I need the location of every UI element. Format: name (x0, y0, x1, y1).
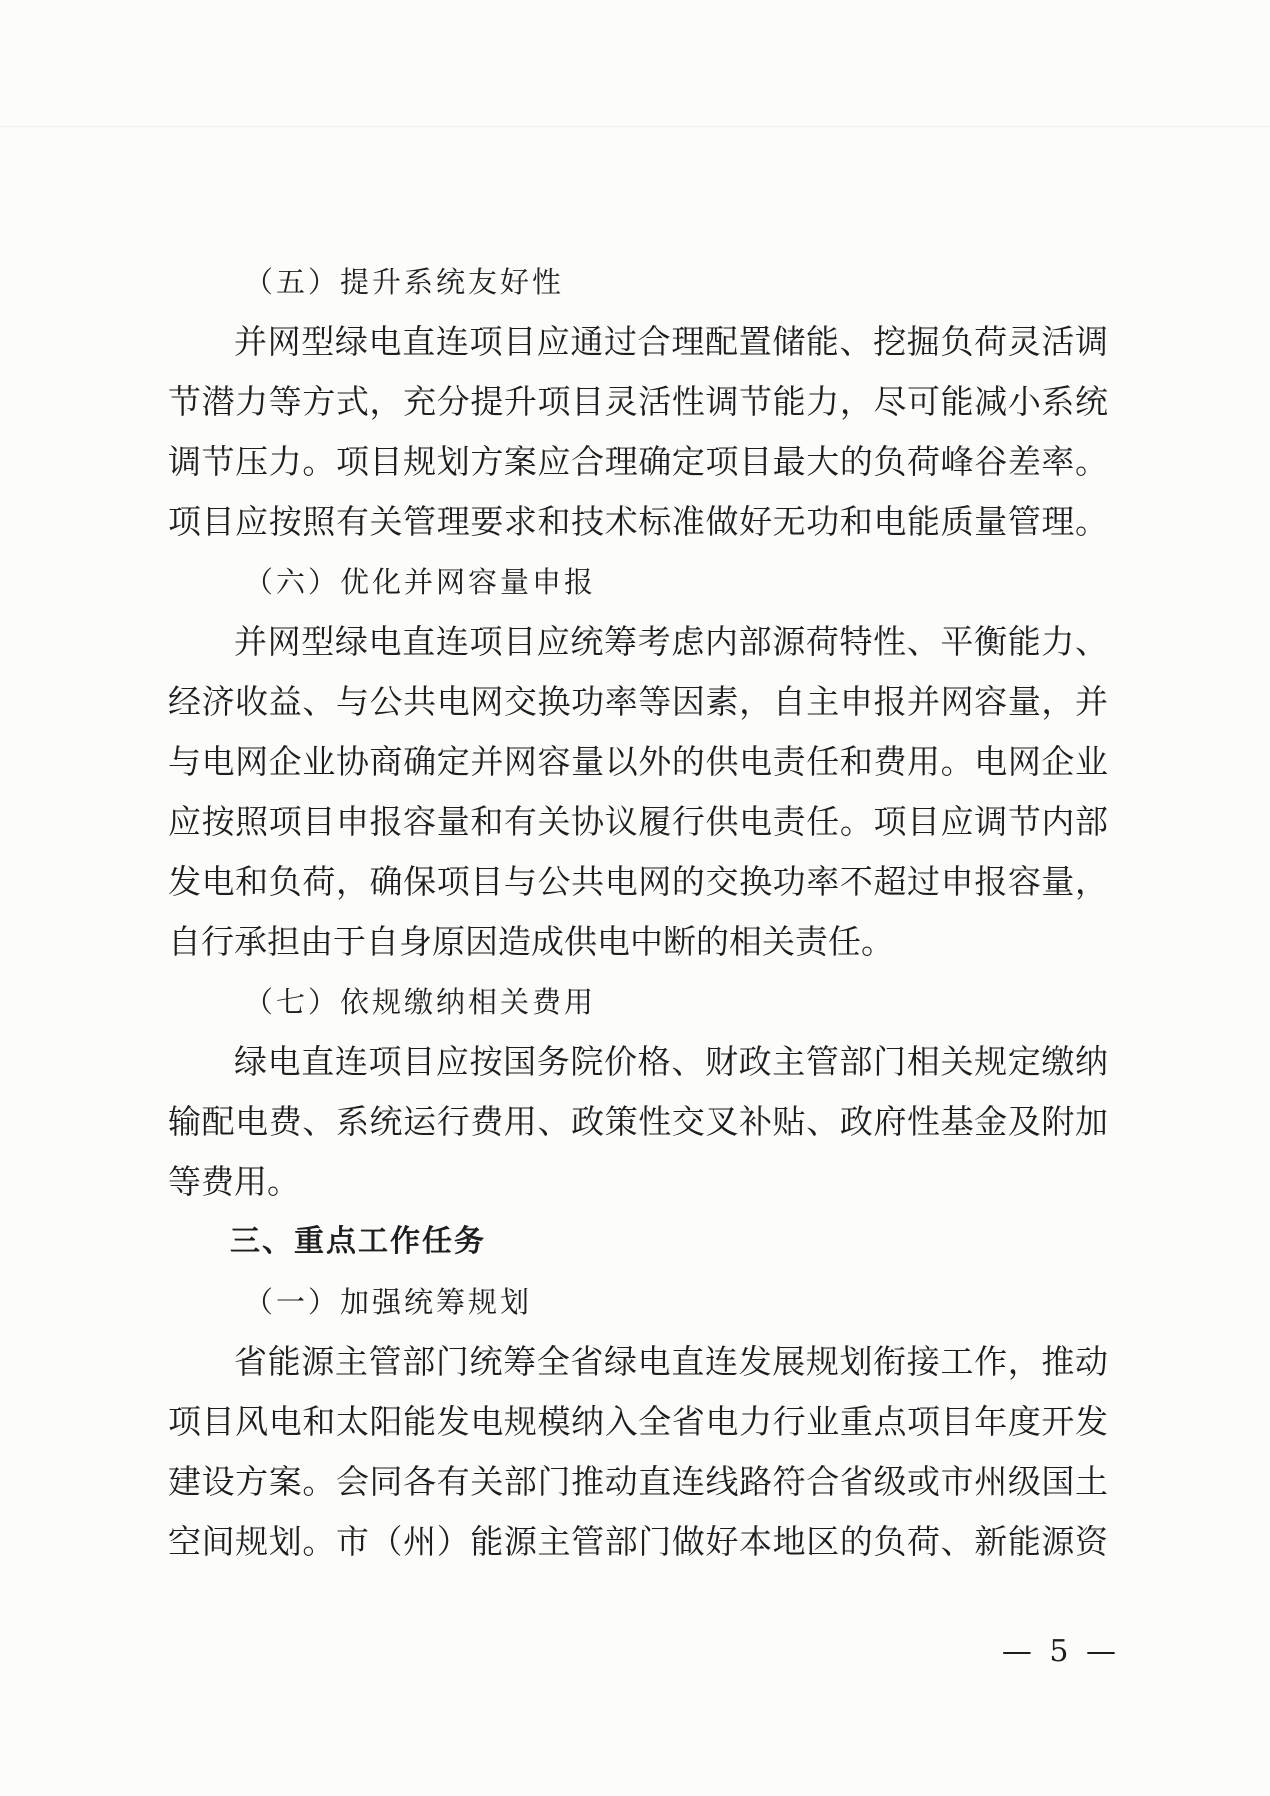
page-number: — 5 — (1001, 1634, 1120, 1669)
chapter-heading-3: 三、重点工作任务 (230, 1224, 486, 1259)
scan-artifact-line (0, 126, 1270, 127)
paragraph-line: 自行承担由于自身原因造成供电中断的相关责任。 (168, 922, 894, 961)
paragraph-line: 省能源主管部门统筹全省绿电直连发展规划衔接工作，推动 (234, 1342, 1108, 1381)
section-heading-6: （六）优化并网容量申报 (244, 565, 597, 599)
section-heading-7: （七）依规缴纳相关费用 (244, 985, 597, 1019)
paragraph-line: 节潜力等方式，充分提升项目灵活性调节能力，尽可能减小系统 (168, 382, 1108, 421)
paragraph-line: 输配电费、系统运行费用、政策性交叉补贴、政府性基金及附加 (168, 1102, 1108, 1141)
paragraph-line: 应按照项目申报容量和有关协议履行供电责任。项目应调节内部 (168, 802, 1108, 841)
paragraph-line: 经济收益、与公共电网交换功率等因素，自主申报并网容量，并 (168, 682, 1108, 721)
section-heading-1: （一）加强统筹规划 (244, 1285, 533, 1319)
paragraph-line: 并网型绿电直连项目应统筹考虑内部源荷特性、平衡能力、 (234, 622, 1108, 661)
paragraph-line: 项目应按照有关管理要求和技术标准做好无功和电能质量管理。 (168, 502, 1108, 541)
paragraph-line: 项目风电和太阳能发电规模纳入全省电力行业重点项目年度开发 (168, 1402, 1108, 1441)
section-heading-5: （五）提升系统友好性 (244, 265, 565, 299)
paragraph-line: 并网型绿电直连项目应通过合理配置储能、挖掘负荷灵活调 (234, 322, 1108, 361)
paragraph-line: 等费用。 (168, 1162, 300, 1201)
paragraph-line: 绿电直连项目应按国务院价格、财政主管部门相关规定缴纳 (234, 1042, 1108, 1081)
document-body (168, 252, 1108, 1572)
paragraph-line: 发电和负荷，确保项目与公共电网的交换功率不超过申报容量， (168, 862, 1108, 901)
paragraph-line: 调节压力。项目规划方案应合理确定项目最大的负荷峰谷差率。 (168, 442, 1108, 481)
paragraph-line: 空间规划。市（州）能源主管部门做好本地区的负荷、新能源资 (168, 1522, 1108, 1561)
paragraph-line: 建设方案。会同各有关部门推动直连线路符合省级或市州级国土 (168, 1462, 1108, 1501)
paragraph-line: 与电网企业协商确定并网容量以外的供电责任和费用。电网企业 (168, 742, 1108, 781)
